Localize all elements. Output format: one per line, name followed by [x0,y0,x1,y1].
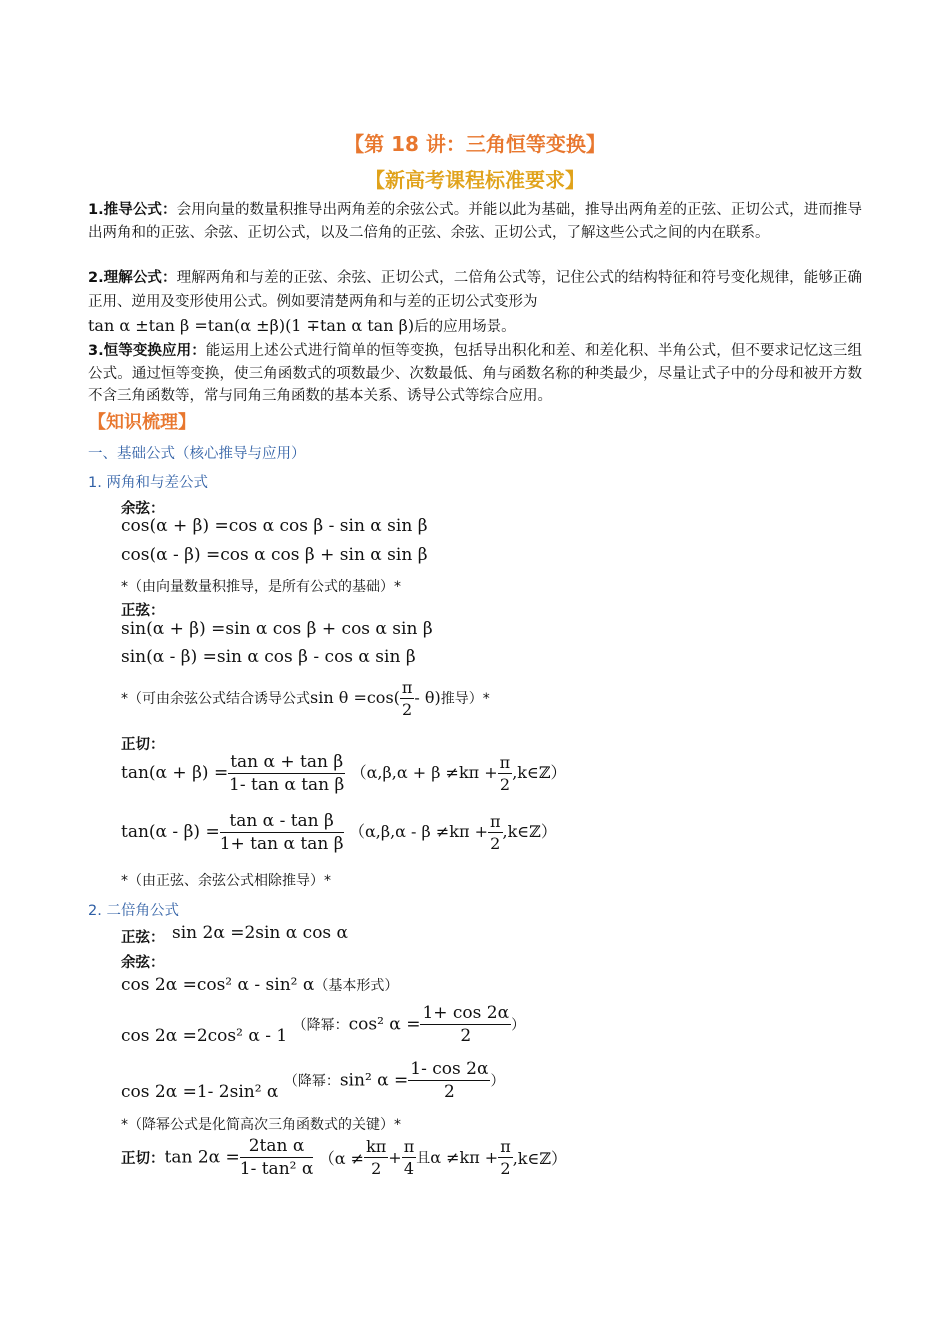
requirement-2-text: 理解两角和与差的正弦、余弦、正切公式，二倍角公式等，记住公式的结构特征和符号变化规律，能够正确正用、逆用及变形使用公式。例如要清楚两角和与差的正切公式变形为 [88,270,862,310]
sin-difference-formula: sin(α - β) =sin α cos β - cos α sin β [121,647,416,667]
cos-double-angle-form-a: cos 2α =2cos² α - 1 （降幂：cos² α = $\frac{1+ \cos 2\alpha}{2}$ ） [121,1003,526,1046]
double-tangent-label: 正切： [121,1151,165,1167]
sin-sum-formula: sin(α + β) =sin α cos β + cos α sin β [121,619,433,639]
tan-sum-fraction: $\frac{\text{tan α + tan β}}{\text{1- tan α tan β}}$ [229,752,345,795]
sin-cos-shift-formula: sin θ =cos( $\frac{\pi}{2}$ - θ) [310,678,441,719]
requirement-3 [88,340,862,408]
requirement-2-tail: 后的应用场景。 [414,319,516,335]
tan-double-fraction: $\frac{\text{2tan α}}{\text{1- tan² α}}$ [239,1136,314,1179]
cosine-label: 余弦： [121,501,165,517]
requirement-2 [88,266,862,339]
cos-double-angle-basic: cos 2α =cos² α - sin² α（基本形式） [121,975,399,995]
requirement-1-label: 1.推导公式： [88,202,177,218]
sin-power-reduction-fraction: $\frac{1- \cos 2\alpha}{2}$ [410,1059,489,1102]
sine-label: 正弦： [121,603,165,619]
requirement-2-label: 2.理解公式： [88,270,177,286]
note-division-derivation: *（由正弦、余弦公式相除推导）* [121,873,331,889]
pi-over-2-fraction: $\frac{\pi}{2}$ [401,678,413,719]
requirement-1-text: 会用向量的数量积推导出两角差的余弦公式。并能以此为基础，推导出两角差的正弦、正切公式，进而推导出两角和的正弦、余弦、正切公式，以及二倍角的正弦、余弦、正切公式，了解这些公式之间的内在联系。 [88,202,862,241]
sum-difference-heading: 1. 两角和与差公式 [88,475,208,491]
tangent-label: 正切： [121,737,165,753]
note-power-reduction: *（降幂公式是化简高次三角函数式的关键）* [121,1117,401,1133]
requirement-3-label: 3.恒等变换应用： [88,343,206,359]
note-induction-derivation: *（可由余弦公式结合诱导公式sin θ =cos( $\frac{\pi}{2}$ - θ)推导）* [121,678,490,719]
tan-difference-formula: tan(α - β) = $\frac{\text{tan α - tan β}}{\text{1+ tan α tan β}}$ （α,β,α - β ≠kπ + $\frac{\pi}{2}$ ,k∈ℤ） [121,811,557,854]
requirement-3-text: 能运用上述公式进行简单的恒等变换，包括导出积化和差、和差化积、半角公式，但不要求记忆这三组公式。通过恒等变换，使三角函数式的项数最少、次数最低、角与函数名称的种类最少，尽量让式子中的分母和被开方数不含三角函数等，常与同角三角函数的基本关系、诱导公式等综合应用。 [88,343,862,404]
part-one-heading: 一、基础公式（核心推导与应用） [88,446,306,462]
standards-heading: 【新高考课程标准要求】 [365,168,585,192]
tan-double-angle-formula: 正切：tan 2α = $\frac{\text{2tan α}}{\text{1- tan² α}}$ （α ≠ $\frac{k\pi}{2}$ + $\frac{\pi}{4}$ 且α ≠kπ + $\frac{\pi}{2}$ ,k∈ℤ） [121,1136,568,1179]
requirement-1 [88,199,862,244]
double-angle-heading: 2. 二倍角公式 [88,903,179,919]
double-sine-label: 正弦： [121,930,165,946]
cos-sum-formula: cos(α + β) =cos α cos β - sin α sin β [121,516,428,536]
note-vector-derivation: *（由向量数量积推导，是所有公式的基础）* [121,579,401,595]
tan-sum-formula: tan(α + β) = $\frac{\text{tan α + tan β}}{\text{1- tan α tan β}}$ （α,β,α + β ≠kπ + $\frac{\pi}{2}$ ,k∈ℤ） [121,752,567,795]
double-cosine-label: 余弦： [121,955,165,971]
cos-double-angle-form-b: cos 2α =1- 2sin² α （降幂：sin² α = $\frac{1- \cos 2\alpha}{2}$ ） [121,1059,505,1102]
sin-double-angle-formula: sin 2α =2sin α cos α [172,923,349,943]
lecture-title: 【第 18 讲：三角恒等变换】 [344,132,606,156]
cos-difference-formula: cos(α - β) =cos α cos β + sin α sin β [121,545,428,565]
tan-sum-rearranged-formula: tan α ±tan β =tan(α ±β)(1 ∓tan α tan β) [88,316,415,335]
knowledge-section-title: 【知识梳理】 [88,412,196,433]
cos-power-reduction-fraction: $\frac{1+ \cos 2\alpha}{2}$ [422,1003,510,1046]
tan-difference-fraction: $\frac{\text{tan α - tan β}}{\text{1+ tan α tan β}}$ [219,811,344,854]
